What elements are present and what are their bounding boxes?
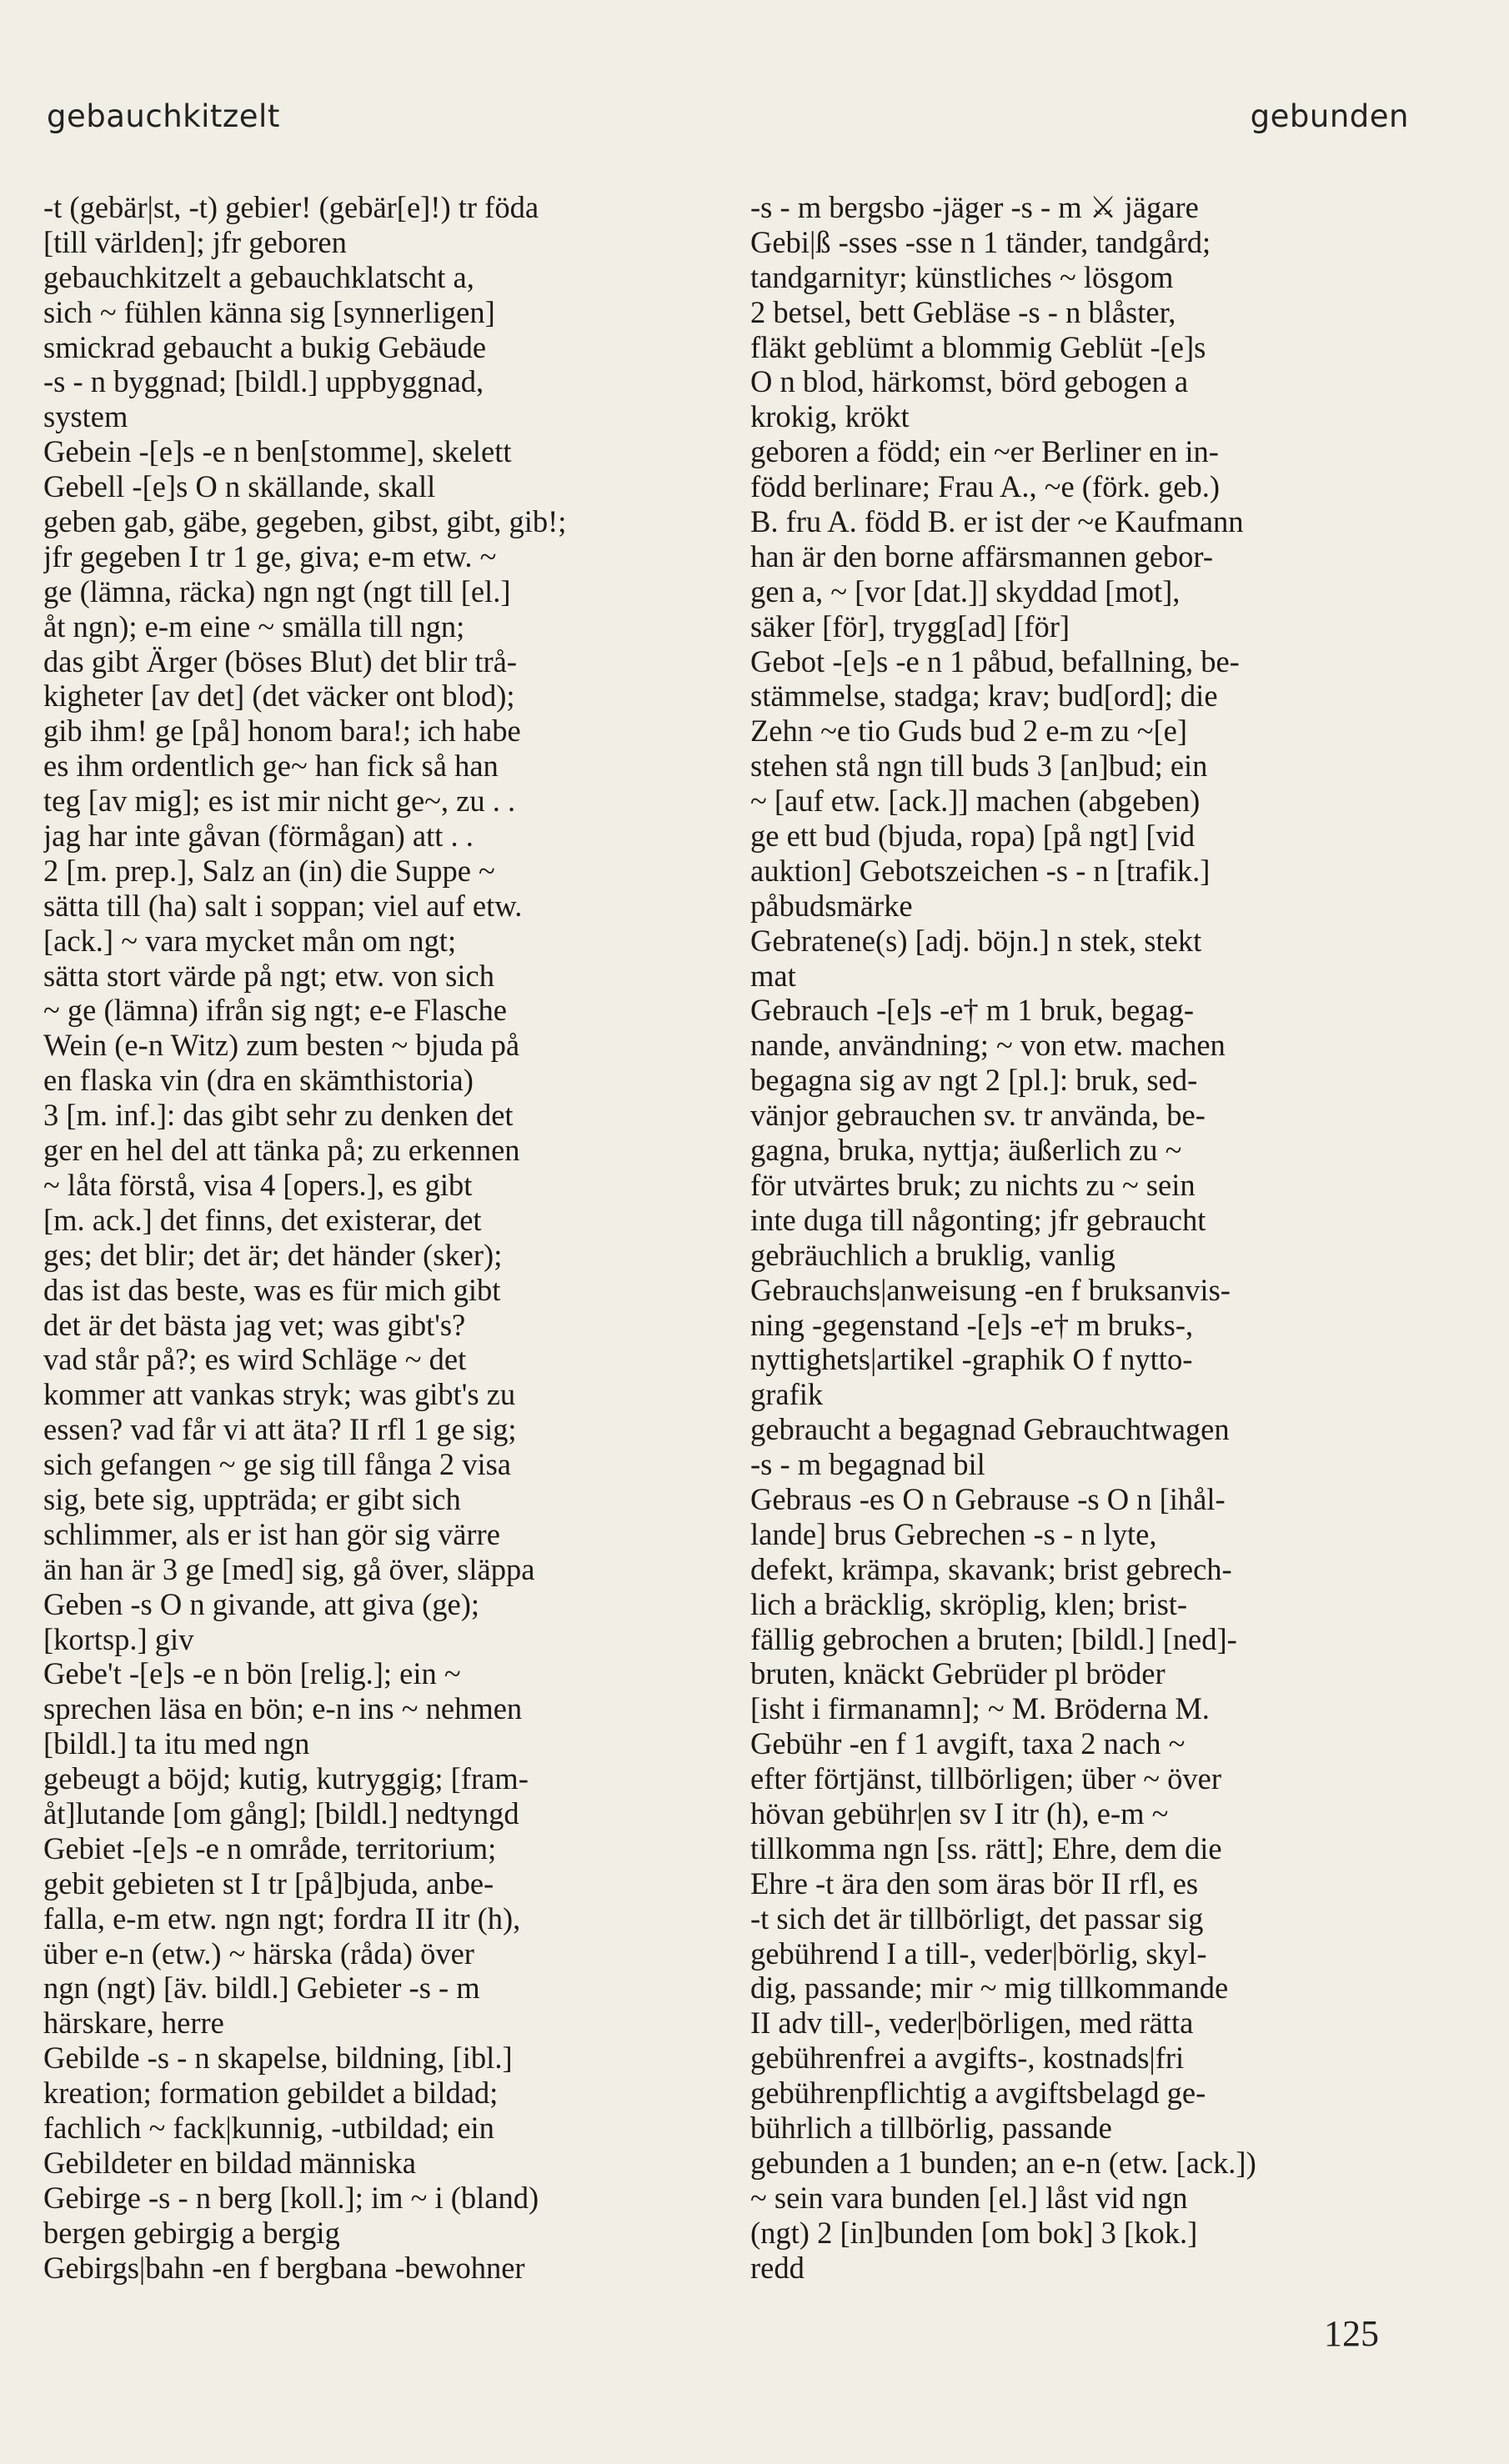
entry-line: [ack.] ~ vara mycket mån om ngt; — [43, 923, 457, 958]
entry-line: (ngt) 2 [in]bunden [om bok] 3 [kok.] — [750, 2215, 1198, 2250]
entry-line: falla, e-m etw. ngn ngt; fordra II itr (h), — [43, 1901, 521, 1936]
entry-line: Geben -s O n givande, att giva (ge); — [43, 1586, 479, 1621]
entry-line: ge ett bud (bjuda, ropa) [på ngt] [vid — [750, 819, 1196, 854]
entry-line: vad står på?; es wird Schläge ~ det — [43, 1342, 467, 1377]
entry-line: Gebilde -s - n skapelse, bildning, [ibl.] — [43, 2041, 513, 2076]
entry-line: inte duga till någonting; jfr gebraucht — [750, 1202, 1206, 1237]
entry-line: Gebiet -[e]s -e n område, territorium; — [43, 1830, 497, 1866]
entry-line: sätta stort värde på ngt; etw. von sich — [43, 958, 494, 993]
entry-line: smickrad gebaucht a bukig Gebäude — [43, 329, 487, 364]
entry-line: Ehre -t ära den som äras bör II rfl, es — [750, 1866, 1199, 1901]
entry-line: gebunden a 1 bunden; an e-n (etw. [ack.]) — [750, 2145, 1256, 2180]
entry-line: det är det bästa jag vet; was gibt's? — [43, 1307, 466, 1342]
entry-line: jfr gegeben I tr 1 ge, giva; e-m etw. ~ — [43, 538, 497, 573]
entry-line: essen? vad får vi att äta? II rfl 1 ge sig; — [43, 1412, 517, 1447]
entry-line: kreation; formation gebildet a bildad; — [43, 2076, 499, 2111]
entry-line: Gebrauch -[e]s -e† m 1 bruk, begag- — [750, 993, 1195, 1028]
entry-line: född berlinare; Frau A., ~e (förk. geb.) — [750, 469, 1221, 504]
entry-line: teg [av mig]; es ist mir nicht ge~, zu . . — [43, 784, 516, 819]
entry-line: ~ sein vara bunden [el.] låst vid ngn — [750, 2180, 1188, 2215]
entry-line: 2 [m. prep.], Salz an (in) die Suppe ~ — [43, 853, 495, 888]
entry-line: sich ~ fühlen känna sig [synnerligen] — [43, 294, 495, 329]
entry-line: ger en hel del att tänka på; zu erkennen — [43, 1133, 520, 1168]
entry-line: ~ ge (lämna) ifrån sig ngt; e-e Flasche — [43, 993, 507, 1028]
entry-line: geben gab, gäbe, gegeben, gibst, gibt, gib!; — [43, 504, 567, 539]
entry-line: gebauchkitzelt a gebauchklatscht a, — [43, 259, 474, 294]
entry-line: Gebühr -en f 1 avgift, taxa 2 nach ~ — [750, 1726, 1186, 1761]
entry-line: sich gefangen ~ ge sig till fånga 2 visa — [43, 1447, 512, 1482]
entry-line: gebeugt a böjd; kutig, kutryggig; [fram- — [43, 1761, 529, 1796]
entry-line: åt]lutande [om gång]; [bildl.] nedtyngd — [43, 1795, 519, 1830]
entry-line: åt ngn); e-m eine ~ smälla till ngn; — [43, 608, 465, 644]
entry-line: sprechen läsa en bön; e-n ins ~ nehmen — [43, 1691, 523, 1726]
entry-line: schlimmer, als er ist han gör sig värre — [43, 1516, 500, 1551]
entry-line: redd — [750, 2250, 805, 2285]
entry-line: Gebein -[e]s -e n ben[stomme], skelett — [43, 434, 512, 469]
entry-line: gebraucht a begagnad Gebrauchtwagen — [750, 1412, 1230, 1447]
entry-line: Gebi|ß -sses -sse n 1 tänder, tandgård; — [750, 224, 1211, 259]
entry-line: gebührenpflichtig a avgiftsbelagd ge- — [750, 2076, 1206, 2111]
entry-line: nande, användning; ~ von etw. machen — [750, 1028, 1226, 1063]
entry-line: Gebraus -es O n Gebrause -s O n [ihål- — [750, 1481, 1226, 1516]
entry-line: för utvärtes bruk; zu nichts zu ~ sein — [750, 1167, 1196, 1202]
entry-line: mat — [750, 958, 796, 993]
entry-line: lich a bräcklig, skröplig, klen; brist- — [750, 1586, 1188, 1621]
entry-line: II adv till-, veder|börligen, med rätta — [750, 2006, 1194, 2041]
entry-line: en flaska vin (dra en skämthistoria) — [43, 1063, 474, 1098]
entry-line: lande] brus Gebrechen -s - n lyte, — [750, 1516, 1157, 1551]
entry-line: tandgarnityr; künstliches ~ lösgom — [750, 259, 1174, 294]
entry-line: gebührend I a till-, veder|börlig, skyl- — [750, 1936, 1207, 1971]
entry-line: ~ [auf etw. [ack.]] machen (abgeben) — [750, 784, 1201, 819]
entry-line: härskare, herre — [43, 2006, 224, 2041]
entry-line: gen a, ~ [vor [dat.]] skyddad [mot], — [750, 573, 1181, 608]
entry-line: Gebe't -[e]s -e n bön [relig.]; ein ~ — [43, 1656, 461, 1691]
entry-line: vänjor gebrauchen sv. tr använda, be- — [750, 1098, 1206, 1133]
entry-line: B. fru A. född B. er ist der ~e Kaufmann — [750, 504, 1244, 539]
entry-line: defekt, krämpa, skavank; brist gebrech- — [750, 1551, 1232, 1586]
entry-line: ge (lämna, räcka) ngn ngt (ngt till [el.] — [43, 573, 511, 608]
entry-line: efter förtjänst, tillbörligen; über ~ över — [750, 1761, 1222, 1796]
entry-line: auktion] Gebotszeichen -s - n [trafik.] — [750, 853, 1211, 888]
entry-line: Gebrauchs|anweisung -en f bruksanvis- — [750, 1272, 1231, 1307]
entry-line: gebräuchlich a bruklig, vanlig — [750, 1237, 1115, 1272]
entry-line: Gebirgs|bahn -en f bergbana -bewohner — [43, 2250, 525, 2285]
entry-line: stehen stå ngn till buds 3 [an]bud; ein — [750, 749, 1208, 784]
entry-line: ning -gegenstand -[e]s -e† m bruks-, — [750, 1307, 1194, 1342]
entry-line: [bildl.] ta itu med ngn — [43, 1726, 310, 1761]
entry-line: tillkomma ngn [ss. rätt]; Ehre, dem die — [750, 1830, 1222, 1866]
entry-line: kigheter [av det] (det väcker ont blod); — [43, 679, 515, 714]
entry-line: ngn (ngt) [äv. bildl.] Gebieter -s - m — [43, 1971, 480, 2006]
entry-line: -t sich det är tillbörligt, det passar sig — [750, 1901, 1204, 1936]
entry-line: än han är 3 ge [med] sig, gå över, släppa — [43, 1551, 535, 1586]
entry-line: gebührenfrei a avgifts-, kostnads|fri — [750, 2041, 1185, 2076]
entry-line: sig, bete sig, uppträda; er gibt sich — [43, 1481, 461, 1516]
entry-line: [till världen]; jfr geboren — [43, 224, 347, 259]
entry-line: kommer att vankas stryk; was gibt's zu — [43, 1377, 516, 1412]
entry-line: Wein (e-n Witz) zum besten ~ bjuda på — [43, 1028, 520, 1063]
entry-line: bergen gebirgig a bergig — [43, 2215, 340, 2250]
entry-line: gib ihm! ge [på] honom bara!; ich habe — [43, 714, 521, 749]
entry-line: bührlich a tillbörlig, passande — [750, 2110, 1112, 2145]
entry-line: Gebratene(s) [adj. böjn.] n stek, stekt — [750, 923, 1202, 958]
entry-line: hövan gebühr|en sv I itr (h), e-m ~ — [750, 1795, 1169, 1830]
entry-line: nyttighets|artikel -graphik O f nytto- — [750, 1342, 1193, 1377]
entry-line: fläkt geblümt a blommig Geblüt -[e]s — [750, 329, 1206, 364]
entry-line: ges; det blir; det är; det händer (sker); — [43, 1237, 503, 1272]
entry-line: Zehn ~e tio Guds bud 2 e-m zu ~[e] — [750, 714, 1187, 749]
left-column — [43, 190, 694, 2285]
entry-line: påbudsmärke — [750, 888, 913, 923]
entry-line: dig, passande; mir ~ mig tillkommande — [750, 1971, 1229, 2006]
entry-line: säker [för], trygg[ad] [för] — [750, 608, 1070, 644]
entry-line: begagna sig av ngt 2 [pl.]: bruk, sed- — [750, 1063, 1198, 1098]
entry-line: [isht i firmanamn]; ~ M. Bröderna M. — [750, 1691, 1210, 1726]
entry-line: [kortsp.] giv — [43, 1621, 194, 1656]
entry-line: sätta till (ha) salt i soppan; viel auf etw. — [43, 888, 523, 923]
entry-line: 3 [m. inf.]: das gibt sehr zu denken det — [43, 1098, 514, 1133]
entry-line: es ihm ordentlich ge~ han fick så han — [43, 749, 499, 784]
entry-line: Gebildeter en bildad människa — [43, 2145, 416, 2180]
entry-line: stämmelse, stadga; krav; bud[ord]; die — [750, 679, 1218, 714]
entry-line: ~ låta förstå, visa 4 [opers.], es gibt — [43, 1167, 473, 1202]
entry-line: 2 betsel, bett Gebläse -s - n blåster, — [750, 294, 1176, 329]
entry-line: über e-n (etw.) ~ härska (råda) över — [43, 1936, 474, 1971]
entry-line: Gebot -[e]s -e n 1 påbud, befallning, be- — [750, 644, 1240, 679]
entry-line: geboren a född; ein ~er Berliner en in- — [750, 434, 1219, 469]
left-guideword: gebauchkitzelt — [47, 98, 280, 134]
entry-line: bruten, knäckt Gebrüder pl bröder — [750, 1656, 1166, 1691]
entry-line: Gebell -[e]s O n skällande, skall — [43, 469, 436, 504]
entry-line: das ist das beste, was es für mich gibt — [43, 1272, 501, 1307]
entry-line: das gibt Ärger (böses Blut) det blir trå- — [43, 644, 517, 679]
page-number: 125 — [1324, 2313, 1379, 2354]
entry-line: fachlich ~ fack|kunnig, -utbildad; ein — [43, 2110, 494, 2145]
entry-line: -t (gebär|st, -t) gebier! (gebär[e]!) tr föda — [43, 190, 539, 224]
entry-line: krokig, krökt — [750, 399, 910, 434]
entry-line: Gebirge -s - n berg [koll.]; im ~ i (bland) — [43, 2180, 539, 2215]
entry-line: gebit gebieten st I tr [på]bjuda, anbe- — [43, 1866, 494, 1901]
right-column — [750, 190, 1407, 2285]
right-guideword: gebunden — [1250, 98, 1409, 134]
entry-line: grafik — [750, 1377, 824, 1412]
entry-line: gagna, bruka, nyttja; äußerlich zu ~ — [750, 1133, 1182, 1168]
entry-line: [m. ack.] det finns, det existerar, det — [43, 1202, 482, 1237]
entry-line: han är den borne affärsmannen gebor- — [750, 538, 1213, 573]
entry-line: -s - n byggnad; [bildl.] uppbyggnad, — [43, 364, 484, 399]
entry-line: -s - m begagnad bil — [750, 1447, 985, 1482]
entry-line: jag har inte gåvan (förmågan) att . . — [43, 819, 474, 854]
entry-line: fällig gebrochen a bruten; [bildl.] [ned]- — [750, 1621, 1237, 1656]
entry-line: O n blod, härkomst, börd gebogen a — [750, 364, 1189, 399]
entry-line: system — [43, 399, 128, 434]
entry-line: -s - m bergsbo -jäger -s - m ⚔ jägare — [750, 190, 1199, 224]
